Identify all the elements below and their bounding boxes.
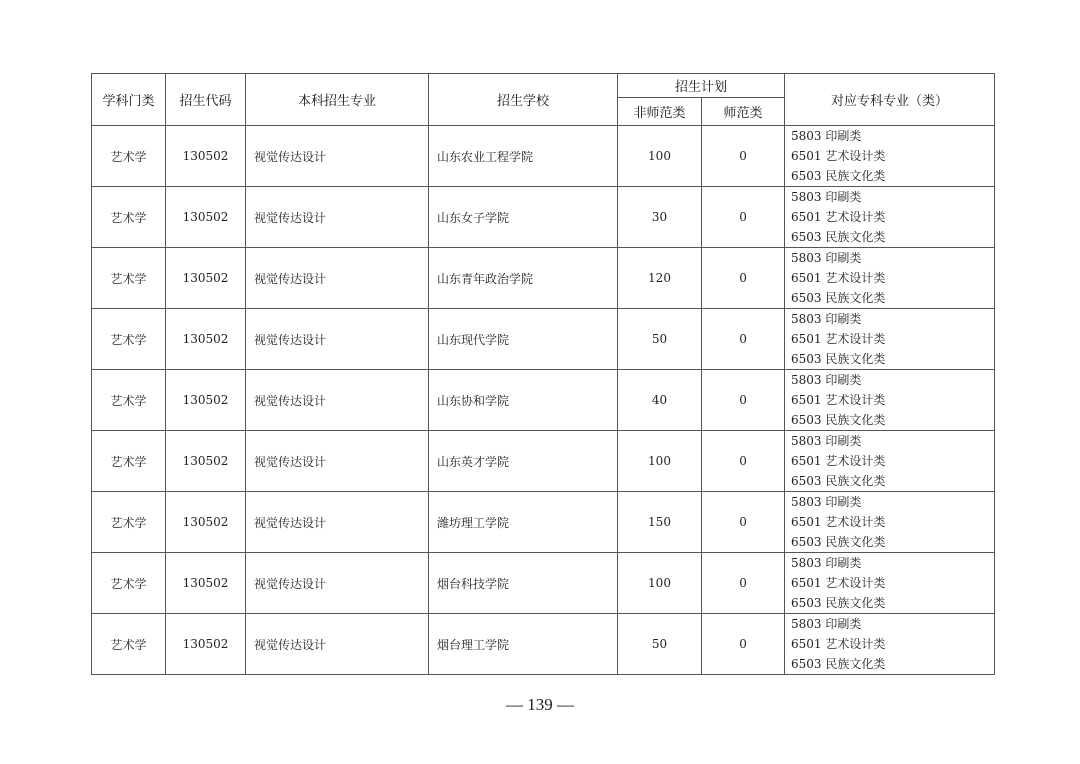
vocational-item: 6503 民族文化类 [791,474,886,488]
cell-vocational [785,309,995,370]
cell-major: 视觉传达设计 [246,126,429,187]
page-number: — 139 — [506,695,574,714]
vocational-item: 6501 艺术设计类 [791,271,886,285]
vocational-item: 5803 印刷类 [791,190,862,204]
header-major: 本科招生专业 [246,74,429,126]
cell-category: 艺术学 [92,614,166,675]
header-row [92,74,995,98]
vocational-item: 5803 印刷类 [791,373,862,387]
vocational-item: 6501 艺术设计类 [791,393,886,407]
vocational-item: 6503 民族文化类 [791,413,886,427]
table-row [92,309,995,370]
cell-category: 艺术学 [92,553,166,614]
vocational-item: 6501 艺术设计类 [791,332,886,346]
vocational-item: 5803 印刷类 [791,617,862,631]
cell-non-teacher: 100 [618,431,702,492]
cell-non-teacher: 30 [618,187,702,248]
table-row [92,492,995,553]
table-row [92,248,995,309]
cell-school: 山东现代学院 [429,309,618,370]
vocational-item: 6501 艺术设计类 [791,637,886,651]
cell-teacher: 0 [702,492,785,553]
vocational-item: 5803 印刷类 [791,556,862,570]
cell-non-teacher: 150 [618,492,702,553]
cell-school: 潍坊理工学院 [429,492,618,553]
vocational-item: 6501 艺术设计类 [791,210,886,224]
cell-major: 视觉传达设计 [246,370,429,431]
cell-vocational [785,614,995,675]
table-row [92,187,995,248]
cell-code: 130502 [166,187,246,248]
cell-non-teacher: 100 [618,553,702,614]
cell-non-teacher: 100 [618,126,702,187]
cell-non-teacher: 120 [618,248,702,309]
cell-school: 山东农业工程学院 [429,126,618,187]
header-plan: 招生计划 [618,74,785,98]
cell-non-teacher: 40 [618,370,702,431]
vocational-item: 6503 民族文化类 [791,230,886,244]
cell-teacher: 0 [702,614,785,675]
vocational-item: 6503 民族文化类 [791,352,886,366]
cell-code: 130502 [166,492,246,553]
cell-category: 艺术学 [92,492,166,553]
cell-code: 130502 [166,553,246,614]
cell-vocational [785,370,995,431]
cell-major: 视觉传达设计 [246,248,429,309]
header-vocational: 对应专科专业（类） [785,74,995,126]
header-category: 学科门类 [92,74,166,126]
vocational-item: 5803 印刷类 [791,129,862,143]
cell-teacher: 0 [702,187,785,248]
cell-category: 艺术学 [92,126,166,187]
cell-school: 山东女子学院 [429,187,618,248]
cell-teacher: 0 [702,309,785,370]
cell-code: 130502 [166,614,246,675]
cell-school: 烟台理工学院 [429,614,618,675]
cell-category: 艺术学 [92,431,166,492]
cell-teacher: 0 [702,126,785,187]
vocational-item: 5803 印刷类 [791,251,862,265]
cell-code: 130502 [166,309,246,370]
cell-vocational [785,431,995,492]
cell-school: 山东英才学院 [429,431,618,492]
cell-major: 视觉传达设计 [246,309,429,370]
cell-category: 艺术学 [92,248,166,309]
table-row [92,370,995,431]
header-school: 招生学校 [429,74,618,126]
cell-code: 130502 [166,370,246,431]
cell-non-teacher: 50 [618,614,702,675]
header-code: 招生代码 [166,74,246,126]
cell-code: 130502 [166,431,246,492]
table-body [92,126,995,675]
header-non-teacher: 非师范类 [618,98,702,126]
enrollment-table [91,73,995,675]
vocational-item: 5803 印刷类 [791,434,862,448]
vocational-item: 6503 民族文化类 [791,535,886,549]
cell-school: 烟台科技学院 [429,553,618,614]
vocational-item: 6501 艺术设计类 [791,149,886,163]
vocational-item: 6503 民族文化类 [791,291,886,305]
cell-category: 艺术学 [92,187,166,248]
vocational-item: 6501 艺术设计类 [791,515,886,529]
cell-major: 视觉传达设计 [246,553,429,614]
vocational-item: 6501 艺术设计类 [791,576,886,590]
cell-vocational [785,126,995,187]
cell-vocational [785,492,995,553]
cell-major: 视觉传达设计 [246,187,429,248]
cell-category: 艺术学 [92,309,166,370]
cell-teacher: 0 [702,248,785,309]
table-row [92,553,995,614]
vocational-item: 6501 艺术设计类 [791,454,886,468]
cell-major: 视觉传达设计 [246,614,429,675]
cell-vocational [785,187,995,248]
table-row [92,431,995,492]
cell-school: 山东青年政治学院 [429,248,618,309]
header-teacher: 师范类 [702,98,785,126]
cell-vocational [785,248,995,309]
vocational-item: 5803 印刷类 [791,312,862,326]
cell-teacher: 0 [702,370,785,431]
vocational-item: 5803 印刷类 [791,495,862,509]
cell-code: 130502 [166,126,246,187]
cell-major: 视觉传达设计 [246,431,429,492]
cell-teacher: 0 [702,431,785,492]
cell-vocational [785,553,995,614]
cell-code: 130502 [166,248,246,309]
cell-major: 视觉传达设计 [246,492,429,553]
cell-category: 艺术学 [92,370,166,431]
cell-non-teacher: 50 [618,309,702,370]
vocational-item: 6503 民族文化类 [791,596,886,610]
table-row [92,614,995,675]
vocational-item: 6503 民族文化类 [791,657,886,671]
vocational-item: 6503 民族文化类 [791,169,886,183]
cell-teacher: 0 [702,553,785,614]
cell-school: 山东协和学院 [429,370,618,431]
table-row [92,126,995,187]
